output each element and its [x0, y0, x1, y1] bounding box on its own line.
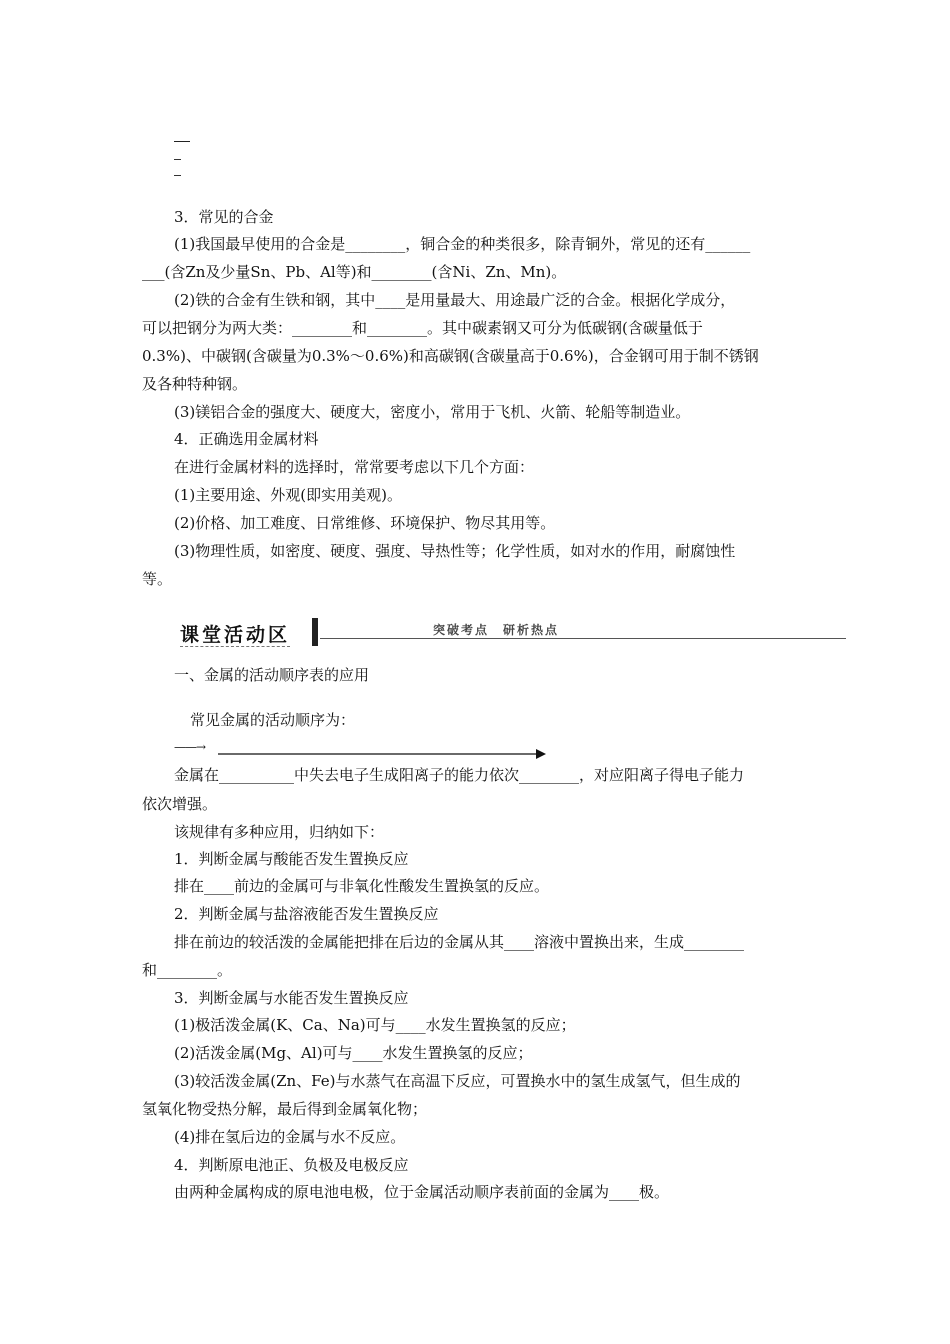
section4-intro: 在进行金属材料的选择时，常常要考虑以下几个方面： [174, 458, 535, 476]
rule1-body: 排在____前边的金属可与非氧化性酸发生置换氢的反应。 [174, 877, 550, 895]
part1-p1-line1: 金属在__________中失去电子生成阳离子的能力依次________，对应阳离子得电子能力 [174, 766, 745, 784]
banner-subtitle: 突破考点 研析热点 [433, 623, 560, 637]
rule3-item2: (2)活泼金属(Mg、Al)可与____水发生置换氢的反应； [174, 1044, 533, 1062]
section3-p2-line2: 可以把钢分为两大类：________和________。其中碳素钢又可分为低碳钢(含碳量低于 [142, 319, 703, 337]
top-dash-3 [174, 175, 181, 176]
section4-item2: (2)价格、加工难度、日常维修、环境保护、物尽其用等。 [174, 514, 556, 532]
rule3-item3-line2: 氢氧化物受热分解，最后得到金属氧化物； [142, 1100, 428, 1118]
section4-item3-line2: 等。 [142, 570, 173, 588]
rule3-item4: (4)排在氢后边的金属与水不反应。 [174, 1128, 406, 1146]
part1-heading: 一、金属的活动顺序表的应用 [174, 666, 370, 684]
rule2-heading: 2．判断金属与盐溶液能否发生置换反应 [174, 905, 439, 923]
rule4-body: 由两种金属构成的原电池电极，位于金属活动顺序表前面的金属为____极。 [174, 1183, 670, 1201]
section4-heading: 4．正确选用金属材料 [174, 430, 319, 448]
section4-item1: (1)主要用途、外观(即实用美观)。 [174, 486, 402, 504]
section3-p1-line1: (1)我国最早使用的合金是________，铜合金的种类很多，除青铜外，常见的还有______ [174, 235, 751, 253]
rule2-line1: 排在前边的较活泼的金属能把排在后边的金属从其____溶液中置换出来，生成________ [174, 933, 745, 951]
section4-item3-line1: (3)物理性质，如密度、硬度、强度、导热性等；化学性质，如对水的作用，耐腐蚀性 [174, 542, 736, 560]
section3-p3: (3)镁铝合金的强度大、硬度大，密度小，常用于飞机、火箭、轮船等制造业。 [174, 403, 691, 421]
banner-title: 课堂活动区 [180, 620, 290, 647]
activity-order-arrow [218, 748, 548, 760]
top-dash-1 [174, 141, 190, 142]
top-dash-2 [174, 159, 181, 160]
section3-p2-line3: 0.3%)、中碳钢(含碳量为0.3%～0.6%)和高碳钢(含碳量高于0.6%)，合金钢可用于制不锈钢 [142, 347, 759, 365]
rule3-item1: (1)极活泼金属(K、Ca、Na)可与____水发生置换氢的反应； [174, 1016, 576, 1034]
rule1-heading: 1．判断金属与酸能否发生置换反应 [174, 850, 409, 868]
rule2-line2: 和________。 [142, 961, 233, 979]
rule4-heading: 4．判断原电池正、负极及电极反应 [174, 1156, 409, 1174]
rule3-heading: 3．判断金属与水能否发生置换反应 [174, 989, 409, 1007]
section3-heading: 3．常见的合金 [174, 208, 274, 226]
rule3-item3-line1: (3)较活泼金属(Zn、Fe)与水蒸气在高温下反应，可置换水中的氢生成氢气，但生成的 [174, 1072, 741, 1090]
section3-p2-line1: (2)铁的合金有生铁和钢，其中____是用量最大、用途最广泛的合金。根据化学成分， [174, 291, 736, 309]
section3-p2-line4: 及各种特种钢。 [142, 375, 248, 393]
part1-p1-line2: 依次增强。 [142, 795, 218, 813]
part1-p2: 该规律有多种应用，归纳如下： [174, 823, 385, 841]
activity-order-intro: 常见金属的活动顺序为： [190, 711, 356, 729]
section3-p1-line2: ___(含Zn及少量Sn、Pb、Al等)和________(含Ni、Zn、Mn)。 [142, 263, 567, 281]
banner-rule [320, 638, 846, 639]
banner-bar [312, 618, 318, 646]
section-banner [178, 618, 846, 652]
short-arrow: ——→ [174, 740, 206, 754]
